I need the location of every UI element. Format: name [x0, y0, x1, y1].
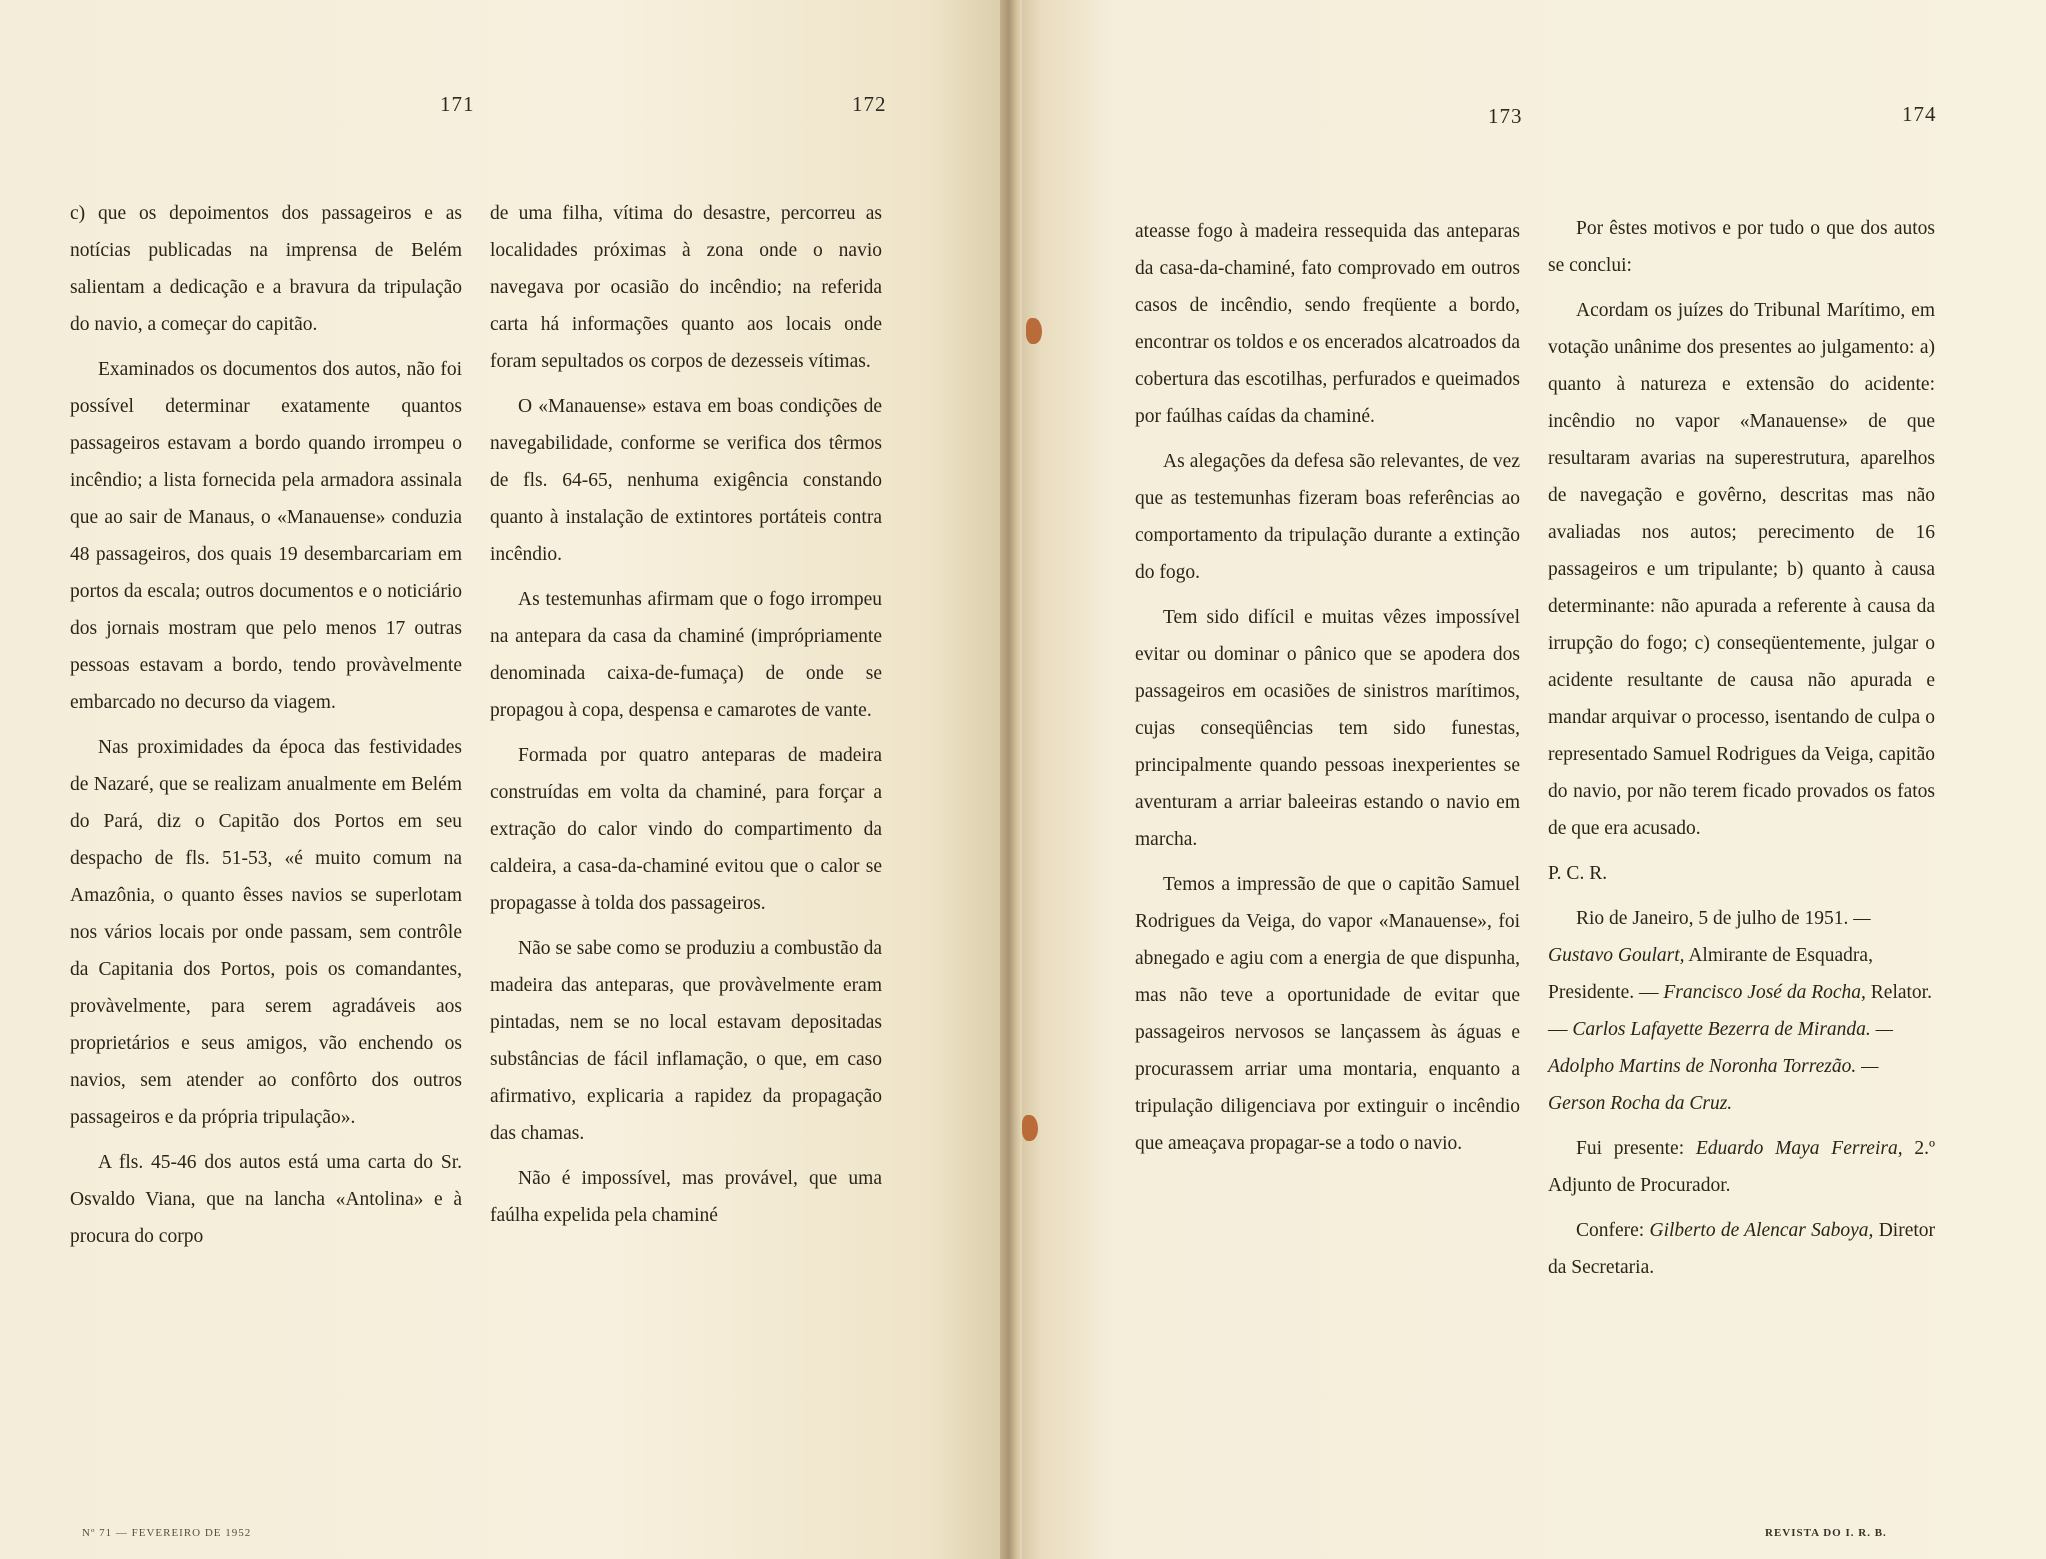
signature-name: — Gustavo Goulart,	[1548, 908, 1871, 966]
present-role: 2.º Adjunto de Procurador.	[1548, 1138, 1936, 1196]
paragraph: Por êstes motivos e por tudo o que dos autos se conclui:	[1548, 218, 1935, 276]
paragraph: Tem sido difícil e muitas vêzes impossível evitar ou dominar o pânico que se apodera dos passageiros em ocasiões de sinistros marítimos, cujas conseqüências tem sido funestas, principalmente quando pessoas inexperientes se aventuram a arriar baleeiras estando o navio em marcha.	[1135, 607, 1520, 850]
paragraph: O «Manauense» estava em boas condições de navegabilidade, conforme se verifica dos têrmos de fls. 64-65, nenhuma exigência constando quanto à instalação de extintores portáteis contra incêndio.	[490, 396, 882, 565]
paragraph: ateasse fogo à madeira ressequida das anteparas da casa-da-chaminé, fato comprovado em outros casos de incêndio, sendo freqüente a bordo, encontrar os toldos e os encerados alcatroados da cobertura das escotilhas, perfurados e queimados por faúlhas caídas da chaminé.	[1135, 221, 1520, 427]
confere-role: Diretor da Secretaria.	[1548, 1220, 1936, 1278]
paper-tear-mark	[1026, 318, 1042, 344]
paragraph-signatures	[1548, 900, 1935, 1122]
present-label: Fui presente:	[1576, 1138, 1685, 1159]
signature-name: Francisco José da Rocha,	[1663, 982, 1866, 1003]
page-number-171: 171	[440, 92, 475, 116]
present-name: Eduardo Maya Ferreira,	[1695, 1138, 1903, 1159]
paragraph: As testemunhas afirmam que o fogo irrompeu na antepara da casa da chaminé (imprópriamente denominada caixa-de-fumaça) de onde se propagou à copa, despensa e camarotes de vante.	[490, 589, 882, 721]
book-gutter	[1000, 0, 1022, 1559]
page-173-text	[1135, 213, 1520, 1170]
paper-tear-mark	[1022, 1115, 1038, 1141]
signature-role: Relator. —	[1548, 982, 1932, 1040]
page-number-174: 174	[1902, 102, 1937, 126]
paragraph-present	[1548, 1130, 1935, 1204]
paragraph: Acordam os juízes do Tribunal Marítimo, em votação unânime dos presentes ao julgamento: a) quanto à natureza e extensão do acidente: incêndio no vapor «Manauense» de que resultaram avarias na superestrutura, aparelhos de navegação e govêrno, descritas mas não avaliadas nos autos; perecimento de 16 passageiros e um tripulante; b) quanto à causa determinante: não apurada a referente à causa da irrupção do fogo; c) conseqüentemente, julgar o acidente resultante de causa não apurada e mandar arquivar o processo, isentando de culpa o representado Samuel Rodrigues da Veiga, capitão do navio, por não terem ficado provados os fatos de que era acusado.	[1548, 300, 1935, 839]
page-174-text	[1548, 210, 1935, 1294]
signature-names: Carlos Lafayette Bezerra de Miranda. — Adolpho Martins de Noronha Torrezão. — Gerson Rocha da Cruz.	[1548, 1019, 1894, 1114]
confere-name: Gilberto de Alencar Saboya,	[1649, 1220, 1874, 1241]
paragraph: c) que os depoimentos dos passageiros e as notícias publicadas na imprensa de Belém salientam a dedicação e a bravura da tripulação do navio, a começar do capitão.	[70, 203, 462, 335]
page-171-text	[70, 195, 462, 1263]
paragraph: Formada por quatro anteparas de madeira construídas em volta da chaminé, para forçar a extração do calor vindo do compartimento da caldeira, a casa-da-chaminé evitou que o calor se propagasse à tolda dos passageiros.	[490, 745, 882, 914]
paragraph: A fls. 45-46 dos autos está uma carta do Sr. Osvaldo Viana, que na lancha «Antolina» e à procura do corpo	[70, 1152, 462, 1247]
paragraph-pcr: P. C. R.	[1548, 863, 1608, 884]
paragraph: Examinados os documentos dos autos, não foi possível determinar exatamente quantos passageiros estavam a bordo quando irrompeu o incêndio; a lista fornecida pela armadora assinala que ao sair de Manaus, o «Manauense» conduzia 48 passageiros, dos quais 19 desembarcariam em portos da escala; outros documentos e o noticiário dos jornais mostram que pelo menos 17 outras pessoas estavam a bordo, tendo provàvelmente embarcado no decurso da viagem.	[70, 359, 462, 713]
page-172-text	[490, 195, 882, 1242]
paragraph: Nas proximidades da época das festividades de Nazaré, que se realizam anualmente em Belém do Pará, diz o Capitão dos Portos em seu despacho de fls. 51-53, «é muito comum na Amazônia, o quanto êsses navios se superlotam nos vários locais por onde passam, sem contrôle da Capitania dos Portos, pois os comandantes, provàvelmente, para serem agradáveis aos proprietários e seus amigos, vão enchendo os navios, sem atender ao confôrto dos outros passageiros e da própria tripulação».	[70, 737, 462, 1128]
footer-journal: REVISTA DO I. R. B.	[1765, 1527, 1887, 1539]
paragraph: Temos a impressão de que o capitão Samuel Rodrigues da Veiga, do vapor «Manauense», foi abnegado e agiu com a energia de que dispunha, mas não teve a oportunidade de evitar que passageiros nervosos se lançassem às águas e procurassem arriar uma montaria, enquanto a tripulação diligenciava por extinguir o incêndio que ameaçava propagar-se a todo o navio.	[1135, 874, 1520, 1154]
paragraph: Não é impossível, mas provável, que uma faúlha expelida pela chaminé	[490, 1168, 882, 1226]
paragraph: As alegações da defesa são relevantes, de vez que as testemunhas fizeram boas referências ao comportamento da tripulação durante a extinção do fogo.	[1135, 451, 1520, 583]
paragraph: de uma filha, vítima do desastre, percorreu as localidades próximas à zona onde o navio navegava por ocasião do incêndio; na referida carta há informações quanto aos locais onde foram sepultados os corpos de dezesseis vítimas.	[490, 203, 882, 372]
footer-issue: Nº 71 — FEVEREIRO DE 1952	[82, 1527, 252, 1539]
paragraph: Não se sabe como se produziu a combustão da madeira das anteparas, que provàvelmente eram pintadas, nem se no local estavam depositadas substâncias de fácil inflamação, o que, em caso afirmativo, explicaria a rapidez da propagação das chamas.	[490, 938, 882, 1144]
confere-label: Confere:	[1576, 1220, 1645, 1241]
page-number-172: 172	[852, 92, 887, 116]
date-line: Rio de Janeiro, 5 de julho de 1951.	[1576, 908, 1849, 929]
page-number-173: 173	[1488, 104, 1523, 128]
paragraph-confere	[1548, 1212, 1935, 1286]
signature-role: Almirante de Esquadra, Presidente. —	[1548, 945, 1873, 1003]
